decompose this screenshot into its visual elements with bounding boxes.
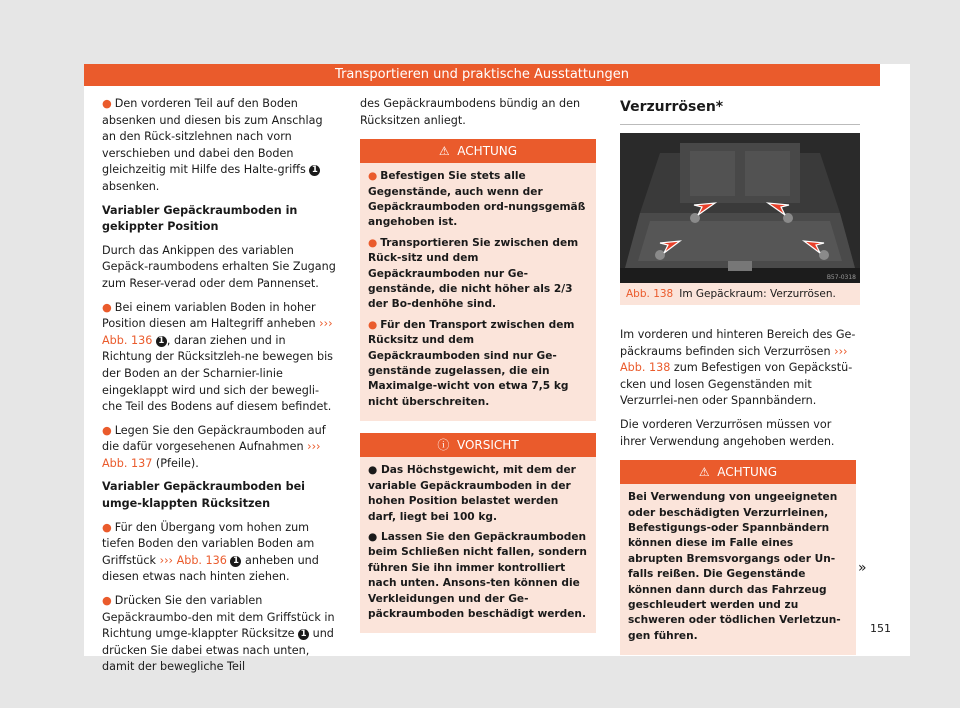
chapter-header: Transportieren und praktische Ausstattungen xyxy=(84,64,880,86)
warning-item: ● Befestigen Sie stets alle Gegenstände, auch wenn der Gepäckraumboden ord-nungsgemäß angehoben ist. xyxy=(368,170,586,229)
paragraph: Im vorderen und hinteren Bereich des Ge-päckraums befinden sich Verzurrösen ››› Abb. 138 zum Befestigen von Gepäckstü-cken und losen Gegenständen mit Verzurrlei-nen oder Spannbändern. xyxy=(620,328,856,408)
warning-header: ⚠ ACHTUNG xyxy=(620,460,856,484)
column-3 xyxy=(620,96,860,655)
column-1 xyxy=(102,96,338,683)
page-number: 151 xyxy=(870,622,891,635)
bullet-icon: ● xyxy=(368,464,381,477)
figure-code: B57-0318 xyxy=(826,274,856,281)
callout-number: 1 xyxy=(309,165,320,176)
callout-number: 1 xyxy=(298,629,309,640)
figure-link[interactable]: ››› Abb. 138 xyxy=(620,344,848,375)
subheading: Variabler Gepäckraumboden in gekippter Position xyxy=(102,203,298,234)
warning-item: ● Transportieren Sie zwischen dem Rück-sitz und dem Gepäckraumboden nur Ge-genstände, die nicht höher als 2/3 der Bo-denhöhe sind. xyxy=(368,236,579,311)
bullet-icon: ● xyxy=(102,594,112,608)
column-2 xyxy=(360,96,596,633)
section-title: Verzurrösen* xyxy=(620,96,860,125)
figure-caption: Abb. 138 Im Gepäckraum: Verzurrösen. xyxy=(626,288,836,300)
caution-box xyxy=(360,433,596,633)
bullet-icon: ● xyxy=(368,236,378,249)
callout-number: 1 xyxy=(230,556,241,567)
bullet-icon: ● xyxy=(368,318,378,331)
figure-link[interactable]: ››› Abb. 136 xyxy=(102,317,333,347)
info-circle-icon: ⓘ xyxy=(437,438,450,453)
bullet-icon: ● xyxy=(102,520,112,534)
warning-item: ● Für den Transport zwischen dem Rücksitz und dem Gepäckraumboden sind nur Ge-genstände zugelassen, die ein Maximalge-wicht von etwa 7,5 kg nicht überschreiten. xyxy=(368,318,575,408)
paragraph: Durch das Ankippen des variablen Gepäck-raumbodens erhalten Sie Zugang zum Reser-verad oder dem Pannenset. xyxy=(102,243,336,290)
paragraph: Die vorderen Verzurrösen müssen vor ihrer Verwendung angehoben werden. xyxy=(620,417,835,448)
caution-item: ● Das Höchstgewicht, mit dem der variable Gepäckraumboden in der hohen Position belastet werden darf, liegt bei 100 kg. xyxy=(368,464,576,523)
paragraph: des Gepäckraumbodens bündig an den Rücksitzen anliegt. xyxy=(360,97,581,127)
caution-header: ⓘ VORSICHT xyxy=(360,433,596,457)
bullet-icon: ● xyxy=(368,170,378,183)
paragraph: ● Legen Sie den Gepäckraumboden auf die dafür vorgesehenen Aufnahmen ››› Abb. 137 (Pfeile). xyxy=(102,423,326,470)
paragraph: ● Für den Übergang vom hohen zum tiefen Boden den variablen Boden am Griffstück ››› Abb. 136 1 anheben und diesen etwas nach hinten ziehen. xyxy=(102,520,319,584)
paragraph: ● Drücken Sie den variablen Gepäckraumbo-den mit dem Griffstück in Richtung umge-klappter Rücksitze 1 und drücken Sie dabei etwas nach unten, damit der bewegliche Teil xyxy=(102,594,335,674)
paragraph: ● Bei einem variablen Boden in hoher Position diesen am Haltegriff anheben ››› Abb. 136 1 , daran ziehen und in Richtung der Rücksitzleh-ne bewegen bis der Boden an der Scharnier-linie eingeklappt wird und sich der bewegli-che Teil des Bodens auf diesem befindet. xyxy=(102,300,334,414)
bullet-icon: ● xyxy=(368,530,381,543)
warning-header: ⚠ ACHTUNG xyxy=(360,139,596,163)
subheading: Variabler Gepäckraumboden bei umge-klappten Rücksitzen xyxy=(102,480,306,511)
figure-138 xyxy=(620,133,860,305)
bullet-icon: ● xyxy=(102,97,112,110)
warning-box xyxy=(620,460,856,655)
warning-triangle-icon: ⚠ xyxy=(438,144,450,159)
bullet-icon: ● xyxy=(102,423,112,437)
warning-text: Bei Verwendung von ungeeigneten oder beschädigten Verzurrleinen, Befestigungs-oder Spannbändern können diese im Falle eines abrupten Bremsvorgangs oder Un-falls reißen. Die Gegenstände können dann durch das Fahrzeug geschleudert werden und zu schweren oder tödlichen Verletzun-gen führen. xyxy=(628,491,841,642)
callout-number: 1 xyxy=(156,336,167,347)
warning-box xyxy=(360,139,596,421)
bullet-icon: ● xyxy=(102,300,112,314)
figure-link[interactable]: ››› Abb. 137 xyxy=(102,440,321,470)
paragraph: ● Den vorderen Teil auf den Boden absenken und diesen bis zum Anschlag an den Rück-sitzlehnen nach vorn verschieben und dabei den Boden gleichzeitig mit Hilfe des Halte-griffs 1 absenken. xyxy=(102,97,323,193)
warning-triangle-icon: ⚠ xyxy=(698,465,710,480)
continue-marker: » xyxy=(858,560,867,576)
figure-link[interactable]: ››› Abb. 136 xyxy=(159,553,227,567)
trunk-photo xyxy=(620,133,860,283)
caution-item: ● Lassen Sie den Gepäckraumboden beim Schließen nicht fallen, sondern führen Sie ihn immer kontrolliert nach unten. Ansons-ten können die Verkleidungen und der Ge-päckraumboden beschädigt werden. xyxy=(368,530,587,620)
